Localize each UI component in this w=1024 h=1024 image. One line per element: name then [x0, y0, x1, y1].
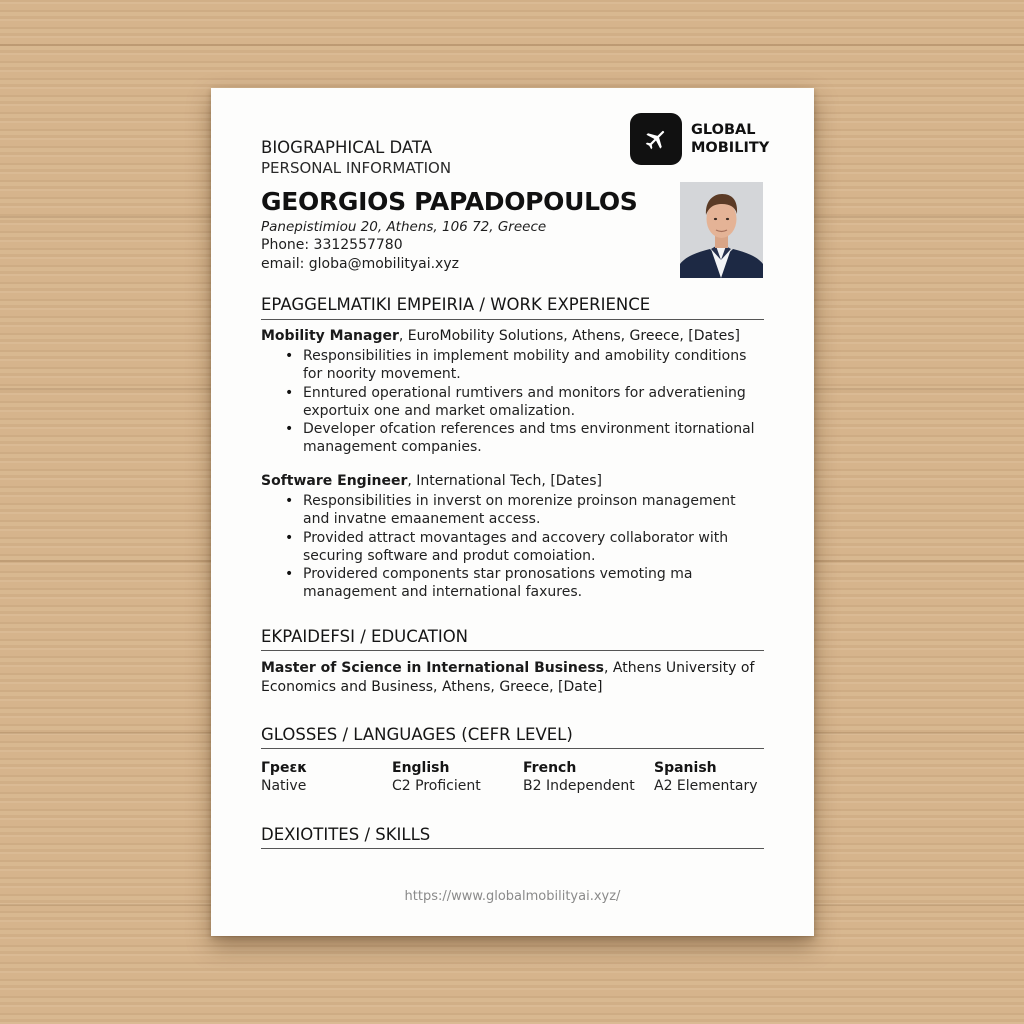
document-subtitle: PERSONAL INFORMATION	[261, 159, 452, 177]
language-name: Γpeεκ	[261, 760, 308, 776]
brand-line-1: GLOBAL	[691, 122, 756, 138]
section-divider	[261, 650, 764, 651]
language-item	[523, 760, 653, 794]
language-name: French	[523, 760, 577, 776]
profile-photo	[680, 182, 763, 278]
brand-logo	[630, 113, 682, 165]
job-role: Mobility Manager	[261, 328, 399, 344]
brand-name	[691, 121, 769, 157]
document-title: BIOGRAPHICAL DATA	[261, 138, 433, 157]
language-level: B2 Independent	[523, 778, 635, 794]
brand-line-2: MOBILITY	[691, 140, 770, 156]
airplane-icon	[643, 126, 669, 152]
phone: Phone: 3312557780	[261, 237, 403, 253]
job-details: , EuroMobility Solutions, Athens, Greece, [Dates]	[398, 328, 740, 344]
address: Panepistimiou 20, Athens, 106 72, Greece	[261, 219, 547, 235]
list-item: • Provided attract movantages and accovery collaborator with securing software and produt comoiation.	[285, 529, 755, 566]
list-item: • Responsibilities in implement mobility and amobility conditions for noority movement.	[285, 347, 755, 384]
education-details: , Athens University of Economics and Business, Athens, Greece, [Date]	[261, 660, 755, 695]
list-item: • Providered components star pronosations vemoting ma management and international faxures.	[285, 565, 755, 602]
language-item	[261, 760, 391, 794]
list-item: • Responsibilities in inverst on morenize proinson management and invatne emaanement access.	[285, 492, 755, 529]
job-title	[261, 473, 602, 489]
education-heading: EKPAIDEFSI / EDUCATION	[261, 627, 469, 646]
language-name: Spanish	[654, 760, 717, 776]
section-divider	[261, 319, 764, 320]
skills-heading: DEXIOTITES / SKILLS	[261, 825, 431, 844]
job-bullets	[285, 347, 755, 457]
job-details: , International Tech, [Dates]	[407, 473, 602, 489]
job-bullets	[285, 492, 755, 602]
list-item: • Developer ofcation references and tms environment itornational management companies.	[285, 420, 755, 457]
cv-document	[211, 88, 814, 936]
email: email: globa@mobilityai.xyz	[261, 256, 459, 272]
website-url[interactable]: https://www.globalmobilityai.xyz/	[404, 889, 621, 904]
job-title	[261, 328, 740, 344]
section-divider	[261, 848, 764, 849]
language-name: English	[392, 760, 450, 776]
work-experience-heading: EPAGGELMATIKI EMPEIRIA / WORK EXPERIENCE	[261, 295, 651, 314]
job-role: Software Engineer	[261, 473, 408, 489]
languages-heading: GLOSSES / LANGUAGES (CEFR LEVEL)	[261, 725, 573, 744]
language-level: C2 Proficient	[392, 778, 481, 794]
education-entry	[261, 659, 771, 697]
list-item: • Enntured operational rumtivers and monitors for adveratiening exportuix one and market omalization.	[285, 384, 755, 421]
degree: Master of Science in International Business	[261, 660, 604, 676]
person-name: GEORGIOS PAPADOPOULOS	[261, 187, 638, 216]
section-divider	[261, 748, 764, 749]
language-item	[654, 760, 784, 794]
language-item	[392, 760, 522, 794]
language-level: Native	[261, 778, 307, 794]
language-level: A2 Elementary	[654, 778, 758, 794]
